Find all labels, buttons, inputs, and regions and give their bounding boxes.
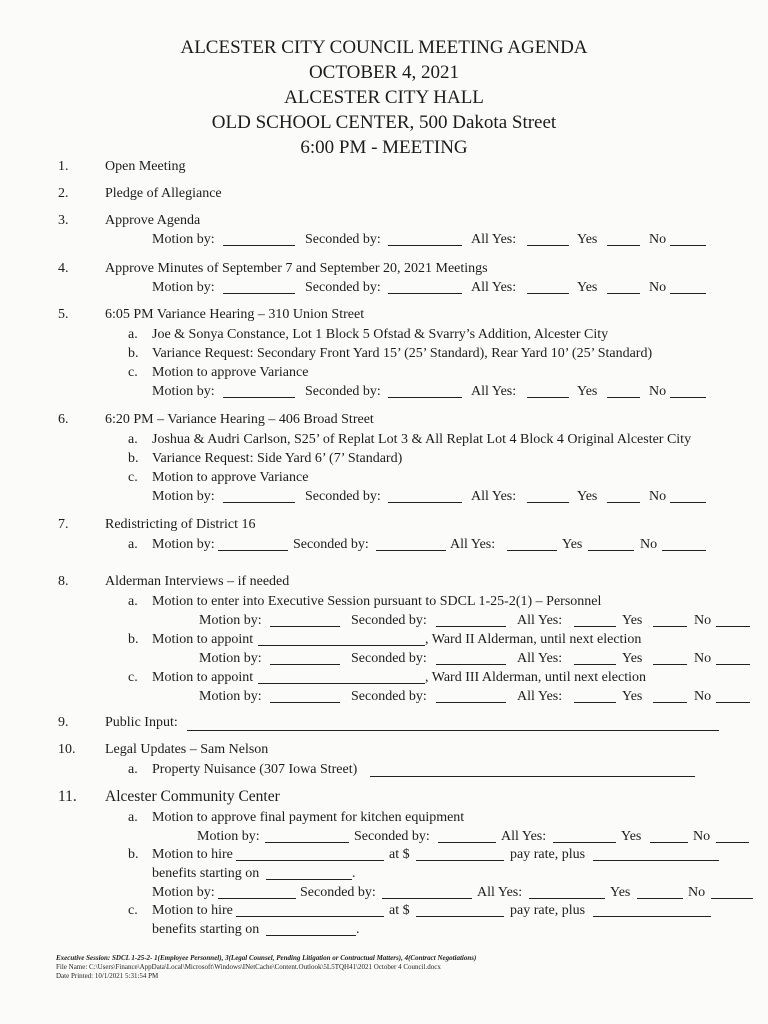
no-label: No <box>694 689 712 704</box>
seconded-label: Seconded by: <box>305 232 381 247</box>
all-yes-label: All Yes: <box>501 829 547 844</box>
all-yes-blank[interactable] <box>527 502 569 503</box>
pay-amount-blank[interactable] <box>416 916 504 917</box>
motion-blank[interactable] <box>223 502 295 503</box>
pay-rate-label: pay rate, plus <box>510 903 586 918</box>
item-title: Approve Agenda <box>105 213 201 228</box>
sub-letter: b. <box>128 632 139 647</box>
appointee-blank[interactable] <box>258 645 425 646</box>
yes-label: Yes <box>562 537 583 552</box>
yes-label: Yes <box>577 384 598 399</box>
sub-item: Joshua & Audri Carlson, S25’ of Replat Lot 3 & All Replat Lot 4 Block 4 Original Alcester City <box>152 432 692 447</box>
sub-item: Variance Request: Secondary Front Yard 15’ (25’ Standard), Rear Yard 10’ (25’ Standard) <box>152 346 653 361</box>
seconded-label: Seconded by: <box>305 384 381 399</box>
hire-name-blank[interactable] <box>236 860 384 861</box>
yes-blank[interactable] <box>653 664 687 665</box>
seconded-label: Seconded by: <box>351 613 427 628</box>
no-label: No <box>640 537 658 552</box>
sub-item: Motion to hire <box>152 847 233 862</box>
all-yes-label: All Yes: <box>517 613 563 628</box>
no-blank[interactable] <box>711 898 753 899</box>
meeting-venue: ALCESTER CITY HALL <box>284 87 484 108</box>
seconded-blank[interactable] <box>388 293 462 294</box>
item-title: Public Input: <box>105 715 178 730</box>
sub-letter: a. <box>128 762 138 777</box>
sub-letter: b. <box>128 346 139 361</box>
motion-blank[interactable] <box>270 626 340 627</box>
item-number: 6. <box>58 412 69 427</box>
item-number: 3. <box>58 213 69 228</box>
all-yes-label: All Yes: <box>471 489 517 504</box>
sub-item: Joe & Sonya Constance, Lot 1 Block 5 Ofstad & Svarry’s Addition, Alcester City <box>152 327 609 342</box>
item-title: 6:05 PM Variance Hearing – 310 Union Street <box>105 307 365 322</box>
seconded-label: Seconded by: <box>305 280 381 295</box>
motion-label: Motion by: <box>199 613 262 628</box>
all-yes-label: All Yes: <box>450 537 496 552</box>
yes-label: Yes <box>577 489 598 504</box>
yes-label: Yes <box>622 651 643 666</box>
item-number: 7. <box>58 517 69 532</box>
item-title: Approve Minutes of September 7 and September 20, 2021 Meetings <box>105 261 488 276</box>
yes-blank[interactable] <box>607 502 640 503</box>
motion-label: Motion by: <box>197 829 260 844</box>
item-title: Alderman Interviews – if needed <box>105 574 290 589</box>
all-yes-label: All Yes: <box>477 885 523 900</box>
item-number: 2. <box>58 186 69 201</box>
benefits-label: benefits starting on <box>152 922 260 937</box>
sub-item: , Ward II Alderman, until next election <box>425 632 642 647</box>
seconded-label: Seconded by: <box>293 537 369 552</box>
all-yes-blank[interactable] <box>529 898 605 899</box>
sub-item: Motion to appoint <box>152 670 254 685</box>
sub-letter: b. <box>128 847 139 862</box>
sub-letter: c. <box>128 903 138 918</box>
yes-blank[interactable] <box>607 245 640 246</box>
all-yes-blank[interactable] <box>527 397 569 398</box>
all-yes-label: All Yes: <box>517 651 563 666</box>
no-label: No <box>688 885 706 900</box>
all-yes-blank[interactable] <box>574 664 616 665</box>
item-title: Redistricting of District 16 <box>105 517 256 532</box>
no-label: No <box>649 384 667 399</box>
all-yes-blank[interactable] <box>553 842 616 843</box>
sub-item: Property Nuisance (307 Iowa Street) <box>152 762 358 777</box>
motion-label: Motion by: <box>152 489 215 504</box>
seconded-blank[interactable] <box>388 397 462 398</box>
sub-letter: c. <box>128 470 138 485</box>
no-label: No <box>693 829 711 844</box>
yes-label: Yes <box>622 689 643 704</box>
motion-label: Motion by: <box>152 232 215 247</box>
item-title: Legal Updates – Sam Nelson <box>105 742 269 757</box>
file-name: File Name: C:\Users\Finance\AppData\Local\Microsoft\Windows\INetCache\Content.Outlook\5L5TQH41\2021 October 4 Council.docx <box>56 963 441 971</box>
sub-letter: a. <box>128 327 138 342</box>
benefits-label: benefits starting on <box>152 866 260 881</box>
seconded-blank[interactable] <box>388 502 462 503</box>
motion-label: Motion by: <box>152 384 215 399</box>
no-blank[interactable] <box>670 397 706 398</box>
benefits-blank[interactable] <box>593 860 719 861</box>
meeting-date: OCTOBER 4, 2021 <box>308 62 460 83</box>
no-blank[interactable] <box>716 842 749 843</box>
motion-blank[interactable] <box>223 245 295 246</box>
all-yes-blank[interactable] <box>527 245 569 246</box>
all-yes-label: All Yes: <box>471 384 517 399</box>
all-yes-blank[interactable] <box>527 293 569 294</box>
no-blank[interactable] <box>662 550 706 551</box>
no-label: No <box>649 280 667 295</box>
nuisance-notes-blank[interactable] <box>370 776 695 777</box>
sub-item: Motion to approve Variance <box>152 365 309 380</box>
sub-item: , Ward III Alderman, until next election <box>425 670 646 685</box>
motion-blank[interactable] <box>265 842 349 843</box>
motion-label: Motion by: <box>152 280 215 295</box>
item-number: 11. <box>58 788 77 805</box>
sub-letter: c. <box>128 365 138 380</box>
sub-item: Motion to approve Variance <box>152 470 309 485</box>
no-blank[interactable] <box>716 664 750 665</box>
seconded-blank[interactable] <box>388 245 462 246</box>
no-label: No <box>649 489 667 504</box>
motion-blank[interactable] <box>218 550 288 551</box>
sub-item: Motion to appoint <box>152 632 254 647</box>
sub-letter: b. <box>128 451 139 466</box>
meeting-address: OLD SCHOOL CENTER, 500 Dakota Street <box>211 112 557 133</box>
item-title: Alcester Community Center <box>105 788 280 805</box>
item-number: 10. <box>58 742 76 757</box>
start-date-blank[interactable] <box>266 935 356 936</box>
sub-letter: a. <box>128 594 138 609</box>
motion-label: Motion by: <box>152 885 215 900</box>
meeting-time: 6:00 PM - MEETING <box>300 137 468 158</box>
period: . <box>356 922 360 937</box>
yes-blank[interactable] <box>607 293 640 294</box>
period: . <box>352 866 356 881</box>
seconded-label: Seconded by: <box>351 651 427 666</box>
sub-letter: a. <box>128 432 138 447</box>
yes-blank[interactable] <box>653 702 687 703</box>
item-title: 6:20 PM – Variance Hearing – 406 Broad Street <box>105 412 374 427</box>
yes-label: Yes <box>622 613 643 628</box>
seconded-blank[interactable] <box>436 702 506 703</box>
seconded-label: Seconded by: <box>351 689 427 704</box>
yes-label: Yes <box>577 280 598 295</box>
item-number: 5. <box>58 307 69 322</box>
at-dollar-label: at $ <box>389 847 410 862</box>
no-blank[interactable] <box>670 502 706 503</box>
sub-letter: c. <box>128 670 138 685</box>
all-yes-blank[interactable] <box>507 550 557 551</box>
yes-blank[interactable] <box>607 397 640 398</box>
no-label: No <box>694 651 712 666</box>
all-yes-blank[interactable] <box>574 702 616 703</box>
motion-label: Motion by: <box>199 651 262 666</box>
motion-blank[interactable] <box>270 702 340 703</box>
no-blank[interactable] <box>670 245 706 246</box>
no-blank[interactable] <box>716 626 750 627</box>
item-number: 1. <box>58 159 69 174</box>
sub-item: Variance Request: Side Yard 6’ (7’ Standard) <box>152 451 403 466</box>
no-label: No <box>649 232 667 247</box>
seconded-label: Seconded by: <box>305 489 381 504</box>
yes-blank[interactable] <box>650 842 688 843</box>
seconded-label: Seconded by: <box>300 885 376 900</box>
at-dollar-label: at $ <box>389 903 410 918</box>
pay-amount-blank[interactable] <box>416 860 504 861</box>
motion-blank[interactable] <box>223 397 295 398</box>
pay-rate-label: pay rate, plus <box>510 847 586 862</box>
sub-letter: a. <box>128 810 138 825</box>
all-yes-blank[interactable] <box>574 626 616 627</box>
seconded-label: Seconded by: <box>354 829 430 844</box>
item-title: Pledge of Allegiance <box>105 186 222 201</box>
yes-blank[interactable] <box>653 626 687 627</box>
item-number: 4. <box>58 261 69 276</box>
sub-item: Motion to hire <box>152 903 233 918</box>
yes-label: Yes <box>610 885 631 900</box>
all-yes-label: All Yes: <box>517 689 563 704</box>
motion-blank[interactable] <box>270 664 340 665</box>
seconded-blank[interactable] <box>376 550 446 551</box>
benefits-blank[interactable] <box>593 916 711 917</box>
yes-label: Yes <box>621 829 642 844</box>
all-yes-label: All Yes: <box>471 232 517 247</box>
public-input-blank[interactable] <box>187 730 719 731</box>
item-number: 8. <box>58 574 69 589</box>
yes-blank[interactable] <box>588 550 634 551</box>
all-yes-label: All Yes: <box>471 280 517 295</box>
date-printed: Date Printed: 10/1/2021 5:31:54 PM <box>56 972 159 980</box>
no-blank[interactable] <box>716 702 750 703</box>
yes-label: Yes <box>577 232 598 247</box>
sub-letter: a. <box>128 537 138 552</box>
seconded-blank[interactable] <box>436 664 506 665</box>
motion-blank[interactable] <box>223 293 295 294</box>
item-number: 9. <box>58 715 69 730</box>
no-blank[interactable] <box>670 293 706 294</box>
sub-item: Motion to enter into Executive Session pursuant to SDCL 1-25-2(1) – Personnel <box>152 594 602 609</box>
start-date-blank[interactable] <box>266 879 352 880</box>
seconded-blank[interactable] <box>436 626 506 627</box>
motion-label: Motion by: <box>199 689 262 704</box>
no-label: No <box>694 613 712 628</box>
yes-blank[interactable] <box>637 898 683 899</box>
motion-blank[interactable] <box>218 898 296 899</box>
hire-name-blank[interactable] <box>236 916 384 917</box>
seconded-blank[interactable] <box>438 842 496 843</box>
agenda-title: ALCESTER CITY COUNCIL MEETING AGENDA <box>180 37 588 58</box>
appointee-blank[interactable] <box>258 683 425 684</box>
exec-session-note: Executive Session: SDCL 1-25-2- 1(Employee Personnel), 3(Legal Counsel, Pending Litigation or Contractual Matters), 4(Contract Negotiations) <box>56 954 477 962</box>
item-title: Open Meeting <box>105 159 186 174</box>
sub-item: Motion to approve final payment for kitchen equipment <box>152 810 465 825</box>
motion-label: Motion by: <box>152 537 215 552</box>
seconded-blank[interactable] <box>382 898 472 899</box>
